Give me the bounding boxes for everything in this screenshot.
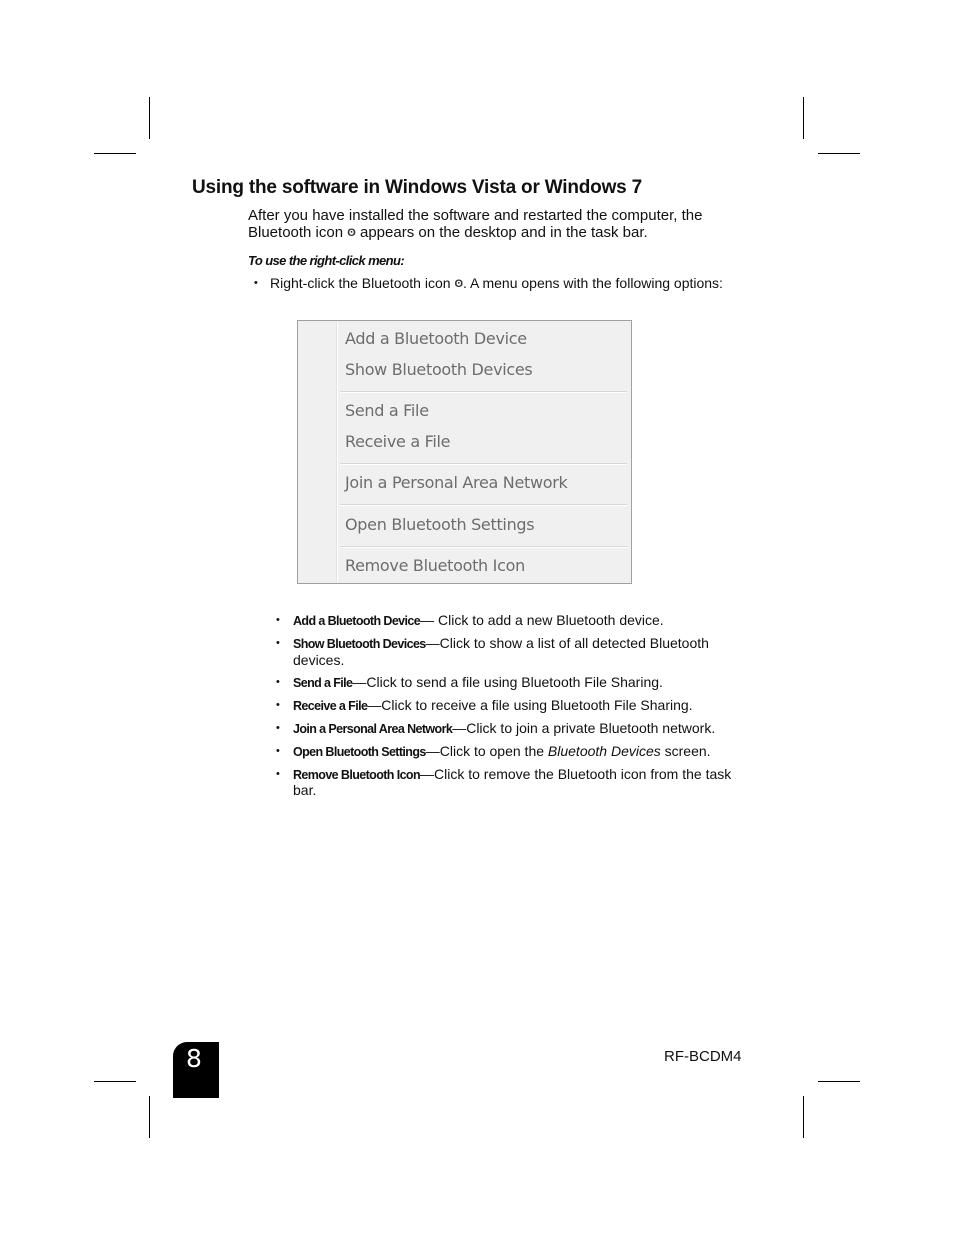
bluetooth-icon: ʘ bbox=[454, 278, 463, 290]
option-text: —Click to send a file using Bluetooth File Sharing. bbox=[352, 673, 663, 690]
option-term: Join a Personal Area Network bbox=[293, 721, 453, 736]
menu-separator bbox=[340, 391, 627, 393]
page-number: 8 bbox=[186, 1044, 202, 1073]
bullet-icon: • bbox=[276, 698, 280, 711]
option-term: Remove Bluetooth Icon bbox=[293, 767, 420, 782]
bullet-icon: • bbox=[276, 637, 280, 649]
bullet-icon: • bbox=[276, 614, 280, 626]
step-text: Right-click the Bluetooth icon ʘ. A menu opens with the following options: bbox=[270, 275, 723, 291]
bluetooth-icon: ʘ bbox=[347, 227, 356, 239]
intro-line-2a: Bluetooth icon bbox=[248, 224, 344, 241]
bullet-icon: • bbox=[276, 675, 280, 688]
intro-line-1: After you have installed the software and restarted the computer, the bbox=[248, 207, 703, 224]
page-title: Using the software in Windows Vista or Windows 7 bbox=[192, 177, 642, 198]
option-term: Send a File bbox=[293, 675, 353, 690]
bullet-icon: • bbox=[276, 767, 280, 780]
option-text: —Click to join a private Bluetooth network. bbox=[452, 719, 716, 736]
menu-item-show-devices[interactable]: Show Bluetooth Devices bbox=[345, 360, 533, 379]
menu-separator bbox=[340, 546, 627, 548]
menu-item-open-settings[interactable]: Open Bluetooth Settings bbox=[345, 515, 535, 534]
bullet-icon: • bbox=[276, 721, 280, 734]
option-term: Show Bluetooth Devices bbox=[293, 637, 426, 651]
menu-separator bbox=[340, 504, 627, 506]
bullet-icon: • bbox=[276, 744, 280, 757]
list-item bbox=[276, 721, 736, 738]
bullet-icon: • bbox=[254, 277, 258, 289]
crop-mark bbox=[818, 1081, 860, 1082]
option-text: —Click to open the bbox=[425, 742, 548, 759]
menu-item-remove-icon[interactable]: Remove Bluetooth Icon bbox=[345, 556, 525, 575]
list-item bbox=[276, 698, 736, 715]
list-item bbox=[276, 767, 736, 799]
crop-mark bbox=[149, 1096, 150, 1138]
menu-gutter-divider bbox=[336, 323, 338, 581]
crop-mark bbox=[818, 153, 860, 154]
option-tail: screen. bbox=[660, 742, 711, 759]
option-term: Add a Bluetooth Device bbox=[293, 614, 421, 628]
crop-mark bbox=[803, 97, 804, 139]
crop-mark bbox=[94, 1081, 136, 1082]
list-item bbox=[276, 613, 736, 630]
option-text: —Click to receive a file using Bluetooth File Sharing. bbox=[367, 696, 693, 713]
list-item bbox=[276, 744, 736, 761]
crop-mark bbox=[149, 97, 150, 139]
menu-item-receive-file[interactable]: Receive a File bbox=[345, 432, 451, 451]
option-term: Open Bluetooth Settings bbox=[293, 744, 426, 759]
option-term: Receive a File bbox=[293, 698, 368, 713]
option-text: —Click to remove the Bluetooth icon from the task bar. bbox=[293, 765, 732, 798]
menu-option-descriptions bbox=[276, 613, 736, 805]
option-text: —Click to show a list of all detected Bluetooth devices. bbox=[293, 635, 709, 668]
menu-item-join-pan[interactable]: Join a Personal Area Network bbox=[345, 473, 568, 492]
menu-separator bbox=[340, 463, 627, 465]
model-number: RF-BCDM4 bbox=[664, 1048, 742, 1065]
menu-item-add-device[interactable]: Add a Bluetooth Device bbox=[345, 329, 527, 348]
menu-item-send-file[interactable]: Send a File bbox=[345, 401, 429, 420]
list-item bbox=[276, 636, 736, 668]
crop-mark bbox=[94, 153, 136, 154]
section-subheading: To use the right-click menu: bbox=[248, 253, 405, 268]
crop-mark bbox=[803, 1096, 804, 1138]
intro-paragraph bbox=[248, 207, 748, 242]
option-text: — Click to add a new Bluetooth device. bbox=[420, 612, 664, 628]
instruction-step bbox=[254, 275, 724, 292]
option-emphasis: Bluetooth Devices bbox=[547, 742, 661, 759]
list-item bbox=[276, 675, 736, 692]
context-menu bbox=[297, 320, 632, 584]
intro-line-2b: appears on the desktop and in the task bar. bbox=[359, 224, 648, 241]
